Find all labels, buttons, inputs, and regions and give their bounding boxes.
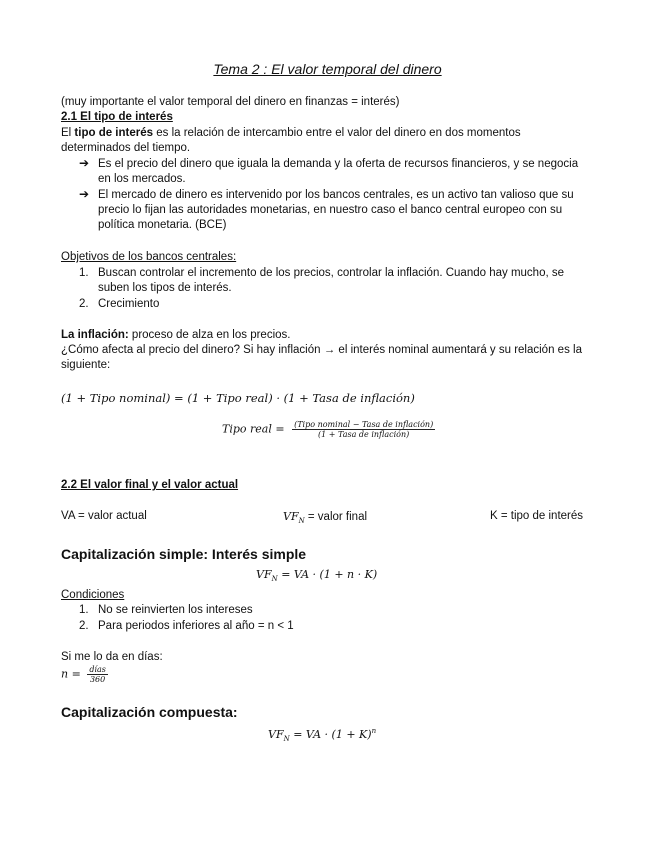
objectives-heading: Objetivos de los bancos centrales: — [61, 251, 237, 263]
formula-days-fraction: $\frac{\text{días}}{360}$ — [89, 665, 106, 684]
definition-term: tipo de interés — [74, 127, 154, 139]
days-note: Si me lo da en días: — [61, 651, 163, 663]
intro-note: (muy importante el valor temporal del dinero en finanzas = interés) — [61, 96, 400, 108]
formula-compound: $VF_N$ = VA · $(1 + K)^n$ — [268, 727, 377, 743]
objective-2-line-1: Crecimiento — [98, 298, 160, 310]
condition-1: No se reinvierten los intereses — [98, 604, 253, 616]
objective-1-line-1: Buscan controlar el incremento de los precios, controlar la inflación. Cuando hay mucho, se — [98, 267, 564, 279]
definition-line-1: El tipo de interés es la relación de intercambio entre el valor del dinero en dos momentos — [61, 127, 521, 139]
formula-real-rate: Tipo real = $\frac{\text{(Tipo nominal − Tasa de inflación)}}{\text{(1 + Tasa de inflación)}}$ — [222, 420, 434, 439]
objective-2-number: 2. — [79, 298, 89, 310]
bullet-1-line-1: Es el precio del dinero que iguala la demanda y la oferta de recursos financieros, y se negocia — [98, 158, 579, 170]
objective-1-line-2: suben los tipos de interés. — [98, 282, 232, 294]
var-k: K = tipo de interés — [490, 510, 584, 522]
definition-line-2: determinados del tiempo. — [61, 142, 191, 154]
compound-capitalization-heading: Capitalización compuesta: — [61, 704, 238, 720]
bullet-2-line-1: El mercado de dinero es intervenido por los bancos centrales, es un activo tan valioso que su — [98, 189, 574, 201]
bullet-2-line-2: precio lo fijan las autoridades monetarias, en nuestro caso el banco central europeo con su — [98, 204, 563, 216]
arrow-bullet-icon: ➔ — [79, 187, 90, 201]
section-2-1-heading: 2.1 El tipo de interés — [61, 111, 173, 123]
condition-1-number: 1. — [79, 604, 89, 616]
var-va: VA = valor actual — [61, 510, 147, 522]
inflation-question-2: siguiente: — [61, 359, 111, 371]
inflation-term: La inflación: — [61, 329, 129, 341]
simple-capitalization-heading: Capitalización simple: Interés simple — [61, 546, 307, 562]
formula-simple: $VF_N$ = VA · (1 + n · K) — [256, 568, 378, 583]
condition-2: Para periodos inferiores al año = n < 1 — [98, 620, 294, 632]
section-2-2-heading: 2.2 El valor final y el valor actual — [61, 479, 239, 491]
inflation-question-1: ¿Cómo afecta al precio del dinero? Si hay inflación → el interés nominal aumentará y su relación es la — [61, 344, 582, 356]
page-title: Tema 2 : El valor temporal del dinero — [213, 61, 442, 77]
inflation-definition: La inflación: proceso de alza en los precios. — [61, 329, 291, 341]
formula-real-rate-fraction: $\frac{\text{(Tipo nominal − Tasa de inflación)}}{\text{(1 + Tasa de inflación)}}$ — [294, 420, 434, 439]
arrow-bullet-icon: ➔ — [79, 156, 90, 170]
bullet-1-line-2: en los mercados. — [98, 173, 186, 185]
bullet-2-line-3: política monetaria. (BCE) — [98, 219, 227, 231]
conditions-heading: Condiciones — [61, 589, 125, 601]
objective-1-number: 1. — [79, 267, 89, 279]
formula-days: n = $\frac{\text{días}}{360}$ — [61, 665, 106, 684]
var-vf: $VF_N$ = valor final — [283, 510, 368, 525]
condition-2-number: 2. — [79, 620, 89, 632]
formula-fisher: (1 + Tipo nominal) = (1 + Tipo real) · (1 + Tasa de inflación) — [61, 391, 415, 405]
